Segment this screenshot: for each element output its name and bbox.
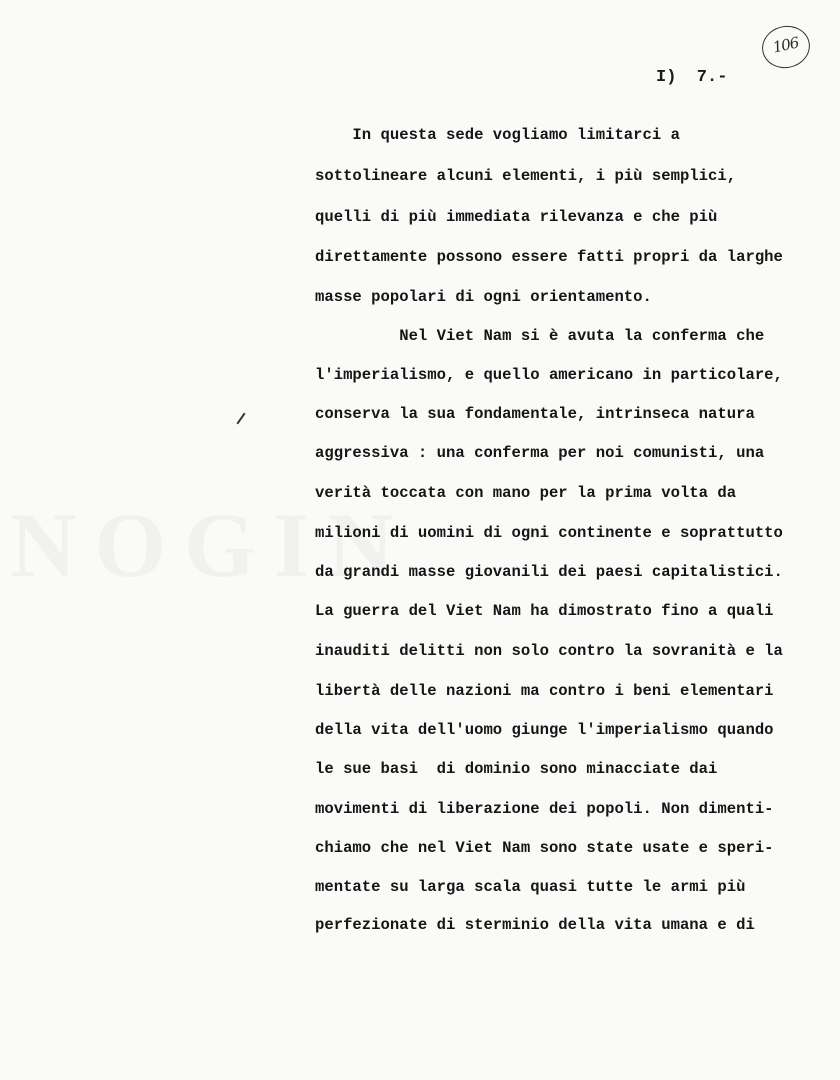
text-line: verità toccata con mano per la prima volta da	[315, 484, 737, 502]
text-line: inauditi delitti non solo contro la sovranità e la	[315, 642, 783, 660]
text-line: da grandi masse giovanili dei paesi capitalistici.	[315, 563, 783, 581]
text-line: le sue basi di dominio sono minacciate dai	[315, 760, 718, 778]
text-line: aggressiva : una conferma per noi comunisti, una	[315, 444, 765, 462]
text-line: mentate su larga scala quasi tutte le armi più	[315, 878, 746, 896]
text-line: della vita dell'uomo giunge l'imperialismo quando	[315, 721, 774, 739]
text-line: masse popolari di ogni orientamento.	[315, 288, 652, 306]
page-number: I) 7.-	[656, 68, 728, 87]
text-line: sottolineare alcuni elementi, i più semplici,	[315, 167, 737, 185]
text-line: conserva la sua fondamentale, intrinseca natura	[315, 405, 755, 423]
stamp-number: 106	[771, 33, 800, 57]
text-line: milioni di uomini di ogni continente e soprattutto	[315, 524, 783, 542]
text-line: La guerra del Viet Nam ha dimostrato fino a quali	[315, 602, 774, 620]
handwritten-page-stamp	[758, 21, 814, 72]
text-line: libertà delle nazioni ma contro i beni elementari	[315, 682, 774, 700]
text-line: Nel Viet Nam si è avuta la conferma che	[315, 327, 765, 345]
text-line: direttamente possono essere fatti propri da larghe	[315, 248, 783, 266]
text-line: In questa sede vogliamo limitarci a	[315, 126, 680, 144]
text-line: quelli di più immediata rilevanza e che più	[315, 208, 718, 226]
text-line: chiamo che nel Viet Nam sono state usate e speri-	[315, 839, 774, 857]
margin-mark-icon	[236, 413, 245, 425]
text-line: perfezionate di sterminio della vita umana e di	[315, 916, 755, 934]
text-line: movimenti di liberazione dei popoli. Non dimenti-	[315, 800, 774, 818]
text-line: l'imperialismo, e quello americano in particolare,	[315, 366, 783, 384]
